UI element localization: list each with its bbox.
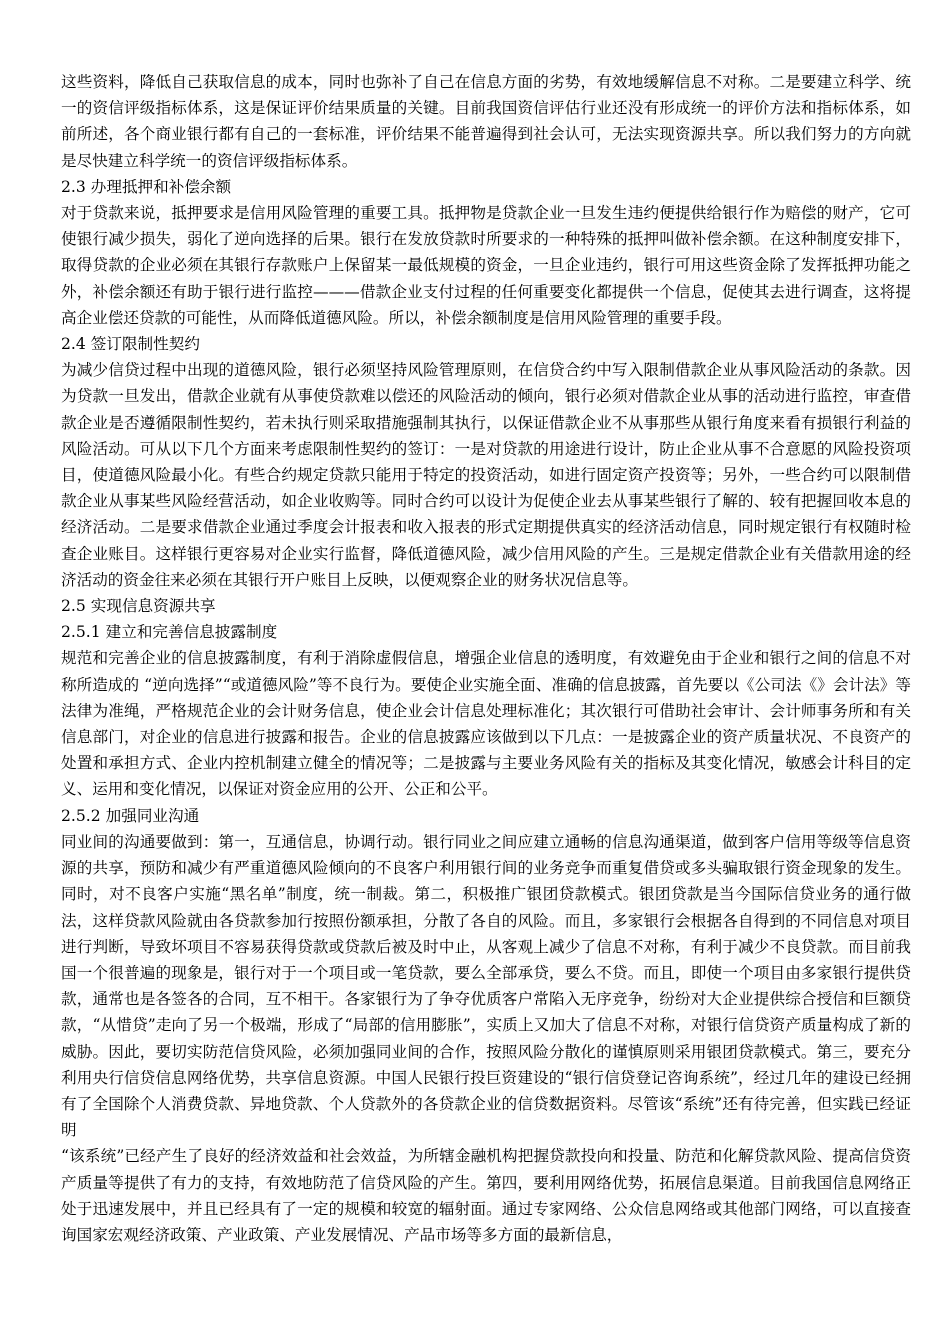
paragraph-final: “该系统”已经产生了良好的经济效益和社会效益，为所辖金融机构把握贷款投向和投量、防范和化解贷款风险、提高信贷资产质量等提供了有力的支持，有效地防范了信贷风险的产生。第四，要利用网络优势，拓展信息渠道。目前我国信息网络正处于迅速发展中，并且已经具有了一定的规模和较宽的辐射面。通过专家网络、公众信息网络或其他部门网络，可以直接查询国家宏观经济政策、产业政策、产业发展情况、产品市场等多方面的最新信息，	[61, 1147, 911, 1244]
section-heading-2-3: 2.3 办理抵押和补偿余额	[61, 177, 232, 196]
paragraph-2-5-2: 同业间的沟通要做到：第一，互通信息，协调行动。银行同业之间应建立通畅的信息沟通渠道，做到客户信用等级等信息资源的共享，预防和减少有严重道德风险倾向的不良客户利用银行间的业务竞争而重复借贷或多头骗取银行资金现象的发生。同时，对不良客户实施“黑名单”制度，统一制裁。第二，积极推广银团贷款模式。银团贷款是当今国际信贷业务的通行做法，这样贷款风险就由各贷款参加行按照份额承担，分散了各自的风险。而且，多家银行会根据各自得到的不同信息对项目进行判断，导致坏项目不容易获得贷款或贷款后被及时中止，从客观上减少了信息不对称，有利于减少不良贷款。而目前我国一个很普遍的现象是，银行对于一个项目或一笔贷款，要么全部承贷，要么不贷。而且，即使一个项目由多家银行提供贷款，通常也是各签各的合同，互不相干。各家银行为了争夺优质客户常陷入无序竞争，纷纷对大企业提供综合授信和巨额贷款，“从惜贷”走向了另一个极端，形成了“局部的信用膨胀”，实质上又加大了信息不对称，对银行信贷资产质量构成了新的威胁。因此，要切实防范信贷风险，必须加强同业间的合作，按照风险分散化的谨慎原则采用银团贷款模式。第三，要充分利用央行信贷信息网络优势，共享信息资源。中国人民银行投巨资建设的“银行信贷登记咨询系统”，经过几年的建设已经拥有了全国除个人消费贷款、异地贷款、个人贷款外的各贷款企业的信贷数据资料。尽管该“系统”还有待完善，但实践已经证明	[61, 832, 911, 1140]
paragraph-2-5-1: 规范和完善企业的信息披露制度，有利于消除虚假信息，增强企业信息的透明度，有效避免由于企业和银行之间的信息不对称所造成的 “逆向选择”“或道德风险”等不良行为。要使企业实施全面、准确的信息披露，首先要以《公司法《》会计法》等法律为准绳，严格规范企业的会计财务信息，使企业会计信息处理标准化；其次银行可借助社会审计、会计师事务所和有关信息部门，对企业的信息进行披露和报告。企业的信息披露应该做到以下几点：一是披露企业的资产质量状况、不良资产的处置和承担方式、企业内控机制建立健全的情况等；二是披露与主要业务风险有关的指标及其变化情况，敏感会计科目的定义、运用和变化情况，以保证对资金应用的公开、公正和公平。	[61, 649, 911, 799]
paragraph-2-4: 为减少信贷过程中出现的道德风险，银行必须坚持风险管理原则，在信贷合约中写入限制借款企业从事风险活动的条款。因为贷款一旦发出，借款企业就有从事使贷款难以偿还的风险活动的倾向，银行必须对借款企业从事的活动进行监控，审查借款企业是否遵循限制性契约，若未执行则采取措施强制其执行，以保证借款企业不从事那些从银行角度来看有损银行利益的风险活动。可从以下几个方面来考虑限制性契约的签订：一是对贷款的用途进行设计，防止企业从事不合意愿的风险投资项目，使道德风险最小化。有些合约规定贷款只能用于特定的投资活动，如进行固定资产投资等；另外，一些合约可以限制借款企业从事某些风险经营活动，如企业收购等。同时合约可以设计为促使企业去从事某些银行了解的、较有把握回收本息的经济活动。二是要求借款企业通过季度会计报表和收入报表的形式定期提供真实的经济活动信息，同时规定银行有权随时检查企业账目。这样银行更容易对企业实行监督，降低道德风险，减少信用风险的产生。三是规定借款企业有关借款用途的经济活动的资金往来必须在其银行开户账目上反映，以便观察企业的财务状况信息等。	[61, 361, 911, 589]
section-heading-2-5: 2.5 实现信息资源共享	[61, 597, 216, 616]
subsection-heading-2-5-1: 2.5.1 建立和完善信息披露制度	[61, 623, 278, 642]
subsection-heading-2-5-2: 2.5.2 加强同业沟通	[61, 806, 200, 825]
paragraph-intro: 这些资料，降低自己获取信息的成本，同时也弥补了自己在信息方面的劣势，有效地缓解信息不对称。二是要建立科学、统一的资信评级指标体系，这是保证评价结果质量的关键。目前我国资信评估行业还没有形成统一的评价方法和指标体系，如前所述，各个商业银行都有自己的一套标准，评价结果不能普遍得到社会认可，无法实现资源共享。所以我们努力的方向就是尽快建立科学统一的资信评级指标体系。	[61, 73, 911, 170]
section-heading-2-4: 2.4 签订限制性契约	[61, 335, 200, 354]
document-body	[61, 69, 911, 1248]
paragraph-2-3: 对于贷款来说，抵押要求是信用风险管理的重要工具。抵押物是贷款企业一旦发生违约便提供给银行作为赔偿的财产，它可使银行减少损失，弱化了逆向选择的后果。银行在发放贷款时所要求的一种特殊的抵押叫做补偿余额。在这种制度安排下，取得贷款的企业必须在其银行存款账户上保留某一最低规模的资金，一旦企业违约，银行可用这些资金除了发挥抵押功能之外，补偿余额还有助于银行进行监控———借款企业支付过程的任何重要变化都提供一个信息，促使其去进行调查，这将提高企业偿还贷款的可能性，从而降低道德风险。所以，补偿余额制度是信用风险管理的重要手段。	[61, 204, 911, 327]
